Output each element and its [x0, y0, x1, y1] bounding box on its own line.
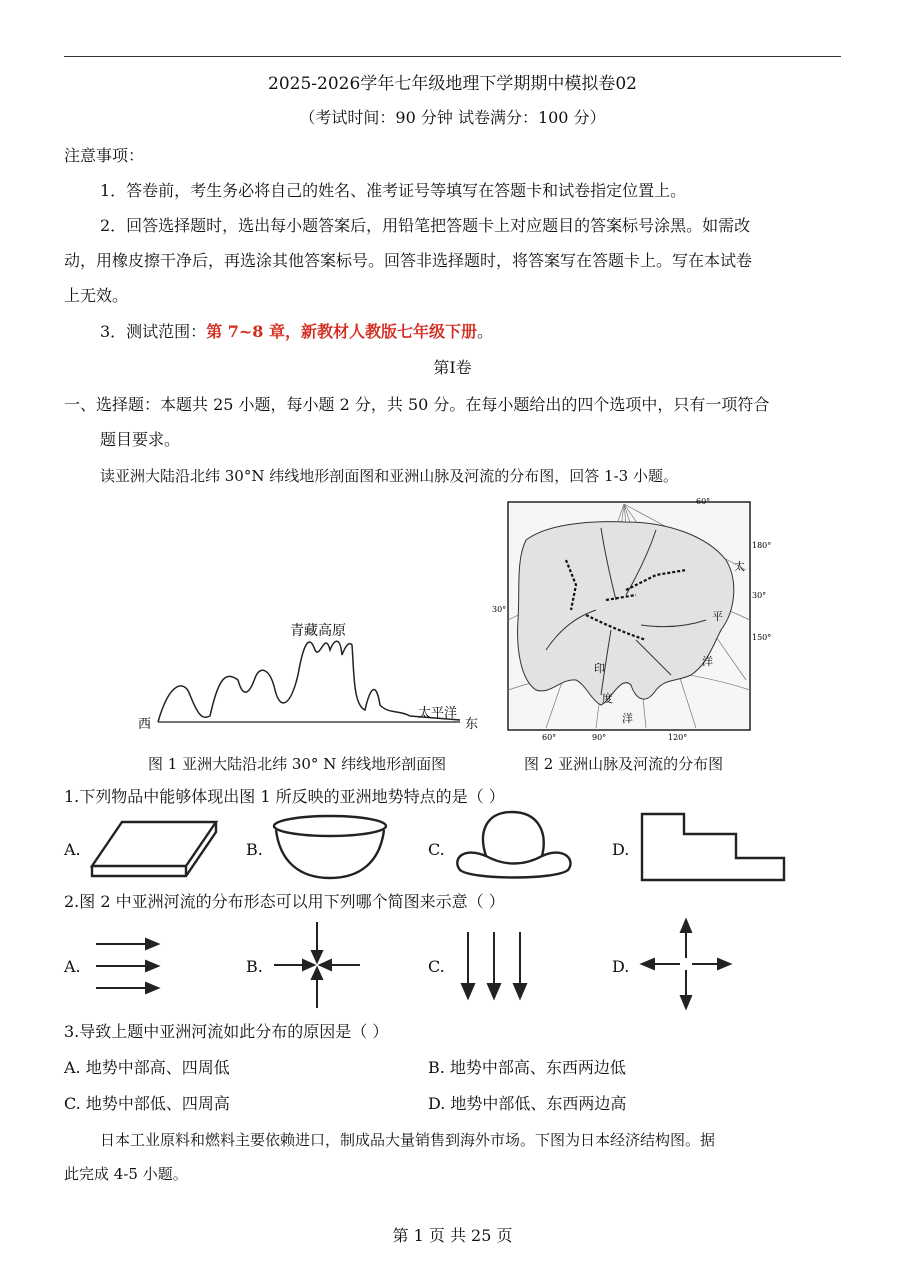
q3-option-b: B. 地势中部高、东西两边低: [428, 1058, 626, 1077]
question-3-stem: 3.导致上题中亚洲河流如此分布的原因是（ ）: [64, 1022, 389, 1041]
map-label-indian-3: 洋: [622, 712, 633, 725]
figure-1-caption: 图 1 亚洲大陆沿北纬 30° N 纬线地形剖面图: [148, 755, 447, 773]
q2-option-a-parallel-arrows-icon: [94, 934, 164, 998]
q1-option-d-label: D.: [612, 840, 630, 859]
exam-subtitle: （考试时间：90 分钟 试卷满分：100 分）: [299, 108, 606, 127]
q1-option-b-bowl-icon: [270, 812, 390, 884]
q2-option-d-diverging-arrows-icon: [640, 918, 732, 1010]
q3-option-a: A. 地势中部高、四周低: [64, 1058, 230, 1077]
question-intro-2-line2: 此完成 4-5 小题。: [64, 1165, 188, 1183]
q2-option-c-label: C.: [428, 957, 445, 976]
q1-option-a-flat-board-icon: [88, 818, 220, 880]
profile-west-label: 西: [138, 717, 152, 732]
map-label-lon60-bottom: 60°: [542, 733, 557, 742]
volume-heading: 第Ⅰ卷: [433, 358, 472, 377]
notes-item-3-prefix: 3．测试范围：: [100, 322, 207, 341]
map-label-pacific-3: 洋: [702, 655, 713, 668]
q2-option-a-label: A.: [64, 957, 81, 976]
q1-option-d-step-icon: [638, 810, 788, 884]
q2-option-b-label: B.: [246, 957, 263, 976]
map-label-lat30-left: 30°: [492, 605, 507, 614]
map-label-indian-2: 度: [602, 692, 613, 705]
notes-item-3-suffix: 。: [477, 322, 494, 341]
q1-option-c-hat-icon: [452, 806, 576, 882]
map-label-pacific-2: 平: [712, 610, 723, 623]
profile-ocean-label: 太平洋: [418, 706, 458, 721]
profile-terrain-line: [158, 641, 460, 722]
notes-item-1: 1．答卷前，考生务必将自己的姓名、准考证号等填写在答题卡和试卷指定位置上。: [100, 181, 687, 200]
q2-option-d-label: D.: [612, 957, 630, 976]
q3-option-d: D. 地势中部低、东西两边高: [428, 1094, 627, 1113]
map-label-lon90: 90°: [592, 733, 607, 742]
figure-2-asia-map: [492, 497, 772, 742]
map-label-lon120: 120°: [668, 733, 688, 742]
notes-item-2-line3: 上无效。: [64, 286, 129, 305]
part1-heading-line2: 题目要求。: [100, 430, 181, 449]
map-label-lon150: 150°: [752, 633, 772, 642]
header-rule: [64, 56, 841, 57]
q3-option-c: C. 地势中部低、四周高: [64, 1094, 230, 1113]
part1-heading-line1: 一、选择题：本题共 25 小题，每小题 2 分，共 50 分。在每小题给出的四个选项中，只有一项符合: [64, 395, 770, 414]
map-label-lon180: 180°: [752, 541, 772, 550]
map-label-pacific-1: 太: [734, 560, 745, 573]
q1-option-a-label: A.: [64, 840, 81, 859]
q2-option-b-converging-arrows-icon: [272, 920, 362, 1010]
map-label-lon60-top: 60°: [696, 497, 711, 506]
notes-item-2-line2: 动，用橡皮擦干净后，再选涂其他答案标号。回答非选择题时，将答案写在答题卡上。写在本试卷: [64, 251, 753, 270]
q1-option-c-label: C.: [428, 840, 445, 859]
exam-title: 2025-2026学年七年级地理下学期期中模拟卷02: [268, 74, 637, 94]
question-intro-2-line1: 日本工业原料和燃料主要依赖进口，制成品大量销售到海外市场。下图为日本经济结构图。据: [100, 1131, 716, 1149]
notes-heading: 注意事项：: [64, 146, 145, 165]
page-footer: 第 1 页 共 25 页: [392, 1226, 513, 1245]
question-2-stem: 2.图 2 中亚洲河流的分布形态可以用下列哪个简图来示意（ ）: [64, 892, 505, 911]
q1-option-b-label: B.: [246, 840, 263, 859]
figure-1-terrain-profile: [130, 610, 490, 740]
figure-2-caption: 图 2 亚洲山脉及河流的分布图: [524, 755, 724, 773]
q2-option-c-downward-arrows-icon: [456, 930, 532, 1002]
question-intro-1: 读亚洲大陆沿北纬 30°N 纬线地形剖面图和亚洲山脉及河流的分布图，回答 1-3 小题。: [100, 467, 678, 485]
notes-item-2-line1: 2．回答选择题时，选出每小题答案后，用铅笔把答题卡上对应题目的答案标号涂黑。如需改: [100, 216, 751, 235]
question-1-stem: 1.下列物品中能够体现出图 1 所反映的亚洲地势特点的是（ ）: [64, 787, 505, 806]
notes-item-3: [100, 320, 493, 344]
notes-item-3-range: 第 7~8 章，新教材人教版七年级下册: [206, 322, 478, 341]
profile-east-label: 东: [465, 717, 479, 732]
profile-peak-label: 青藏高原: [290, 623, 346, 639]
map-label-indian-1: 印: [594, 662, 605, 675]
map-label-lat30-right: 30°: [752, 591, 767, 600]
